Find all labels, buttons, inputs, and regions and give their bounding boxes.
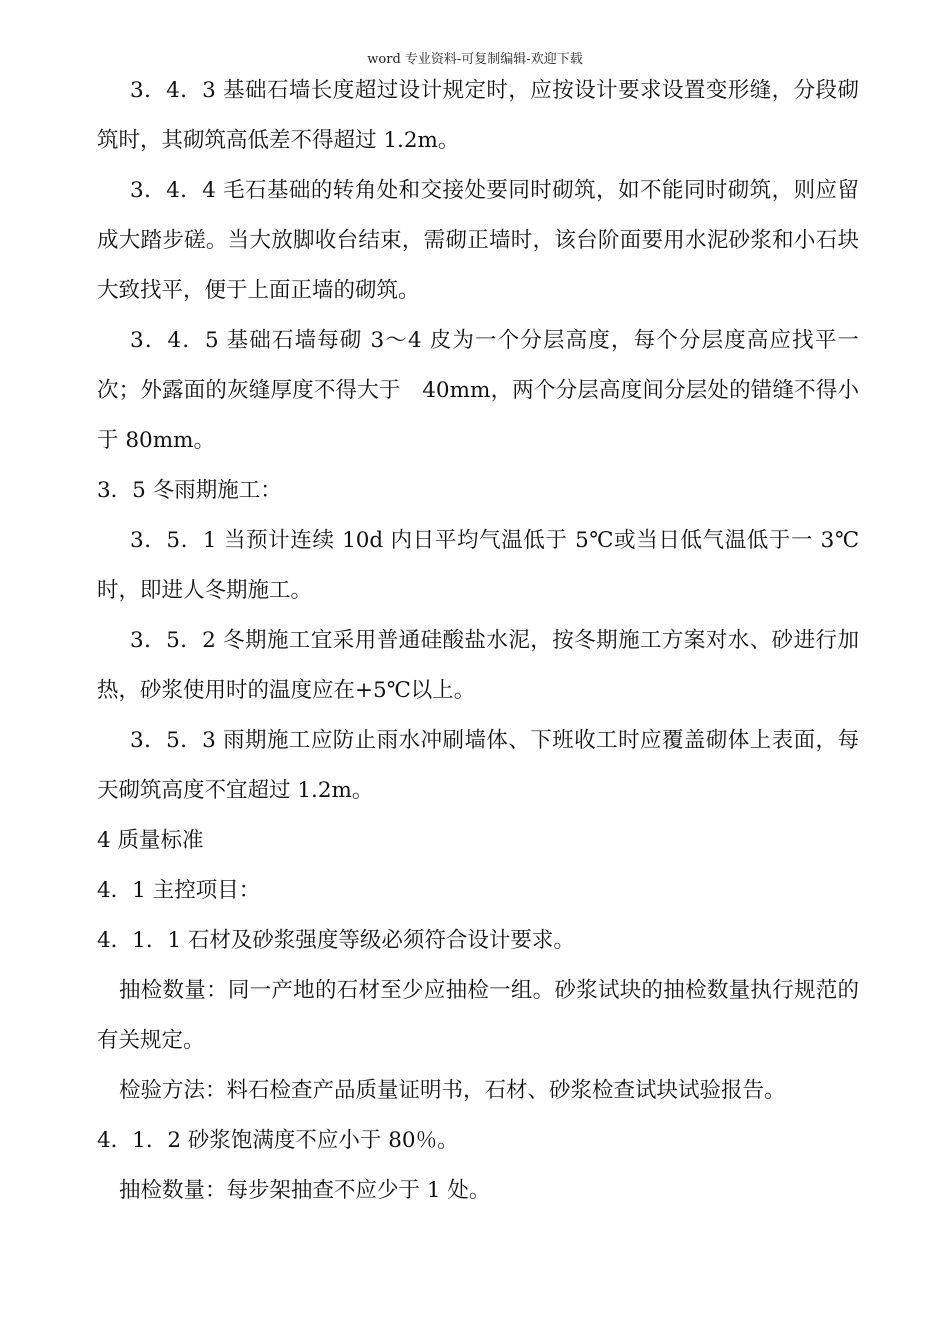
heading-4-1: 4．1 主控项目： [97, 878, 261, 903]
paragraph-3-5-1: 3．5．1 当预计连续 10d 内日平均气温低于 5℃或当日低气温低于一 3℃时，即进人冬期施工。 [97, 528, 859, 603]
paragraph-4-1-2: 4．1．2 砂浆饱满度不应小于 80％。 [97, 1128, 459, 1153]
heading-3-5: 3．5 冬雨期施工： [97, 478, 282, 503]
paragraph-3-4-3: 3．4．3 基础石墙长度超过设计规定时，应按设计要求设置变形缝，分段砌筑时，其砌筑高低差不得超过 1.2m。 [97, 78, 859, 153]
paragraph-3-4-5: 3．4．5 基础石墙每砌 3～4 皮为一个分层高度，每个分层度高应找平一次；外露面的灰缝厚度不得大于 40mm，两个分层高度间分层处的错缝不得小于 80mm。 [97, 328, 859, 453]
paragraph-3-4-4: 3．4．4 毛石基础的转角处和交接处要同时砌筑，如不能同时砌筑，则应留成大踏步磋。当大放脚收台结束，需砌正墙时，该台阶面要用水泥砂浆和小石块大致找平，便于上面正墙的砌筑。 [97, 178, 859, 303]
paragraph-3-5-3: 3．5．3 雨期施工应防止雨水冲刷墙体、下班收工时应覆盖砌体上表面，每天砌筑高度不宜超过 1.2m。 [97, 728, 859, 803]
heading-4: 4 质量标准 [97, 828, 204, 853]
paragraph-3-5-2: 3．5．2 冬期施工宜采用普通硅酸盐水泥，按冬期施工方案对水、砂进行加热，砂浆使用时的温度应在+5℃以上。 [97, 628, 859, 703]
paragraph-inspection-method: 检验方法：料石检查产品质量证明书，石材、砂浆检查试块试验报告。 [119, 1078, 786, 1103]
document-body [97, 66, 859, 1216]
paragraph-sampling-quantity: 抽检数量：同一产地的石材至少应抽检一组。砂浆试块的抽检数量执行规范的有关规定。 [97, 978, 859, 1053]
paragraph-4-1-1: 4．1．1 石材及砂浆强度等级必须符合设计要求。 [97, 928, 575, 953]
paragraph-sampling-quantity-2: 抽检数量：每步架抽查不应少于 1 处。 [119, 1178, 491, 1203]
page-header: word 专业资料-可复制编辑-欢迎下载 [367, 52, 583, 67]
